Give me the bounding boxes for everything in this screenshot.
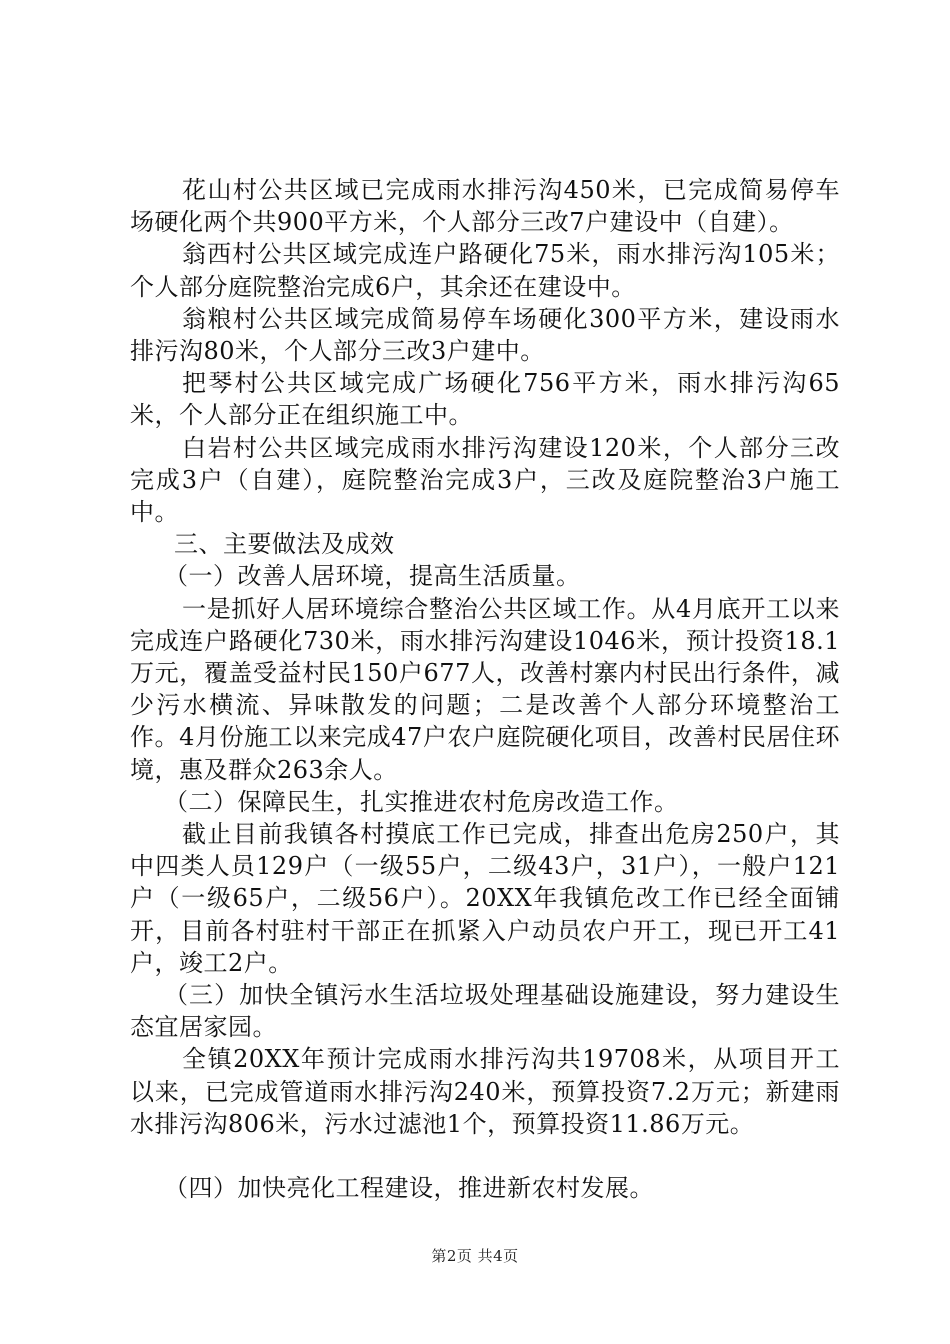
paragraph-baiyan: 白岩村公共区域完成雨水排污沟建设120米，个人部分三改完成3户（自建），庭院整治完成3户，三改及庭院整治3户施工中。 — [130, 433, 840, 527]
paragraph-gap — [130, 1140, 840, 1172]
paragraph-wengliang: 翁粮村公共区域完成简易停车场硬化300平方米，建设雨水排污沟80米，个人部分三改3户建中。 — [130, 304, 840, 366]
document-body — [130, 174, 840, 1204]
paragraph-baqin: 把琴村公共区域完成广场硬化756平方米，雨水排污沟65米，个人部分正在组织施工中。 — [130, 369, 840, 430]
paragraph-wengxi: 翁西村公共区域完成连户路硬化75米，雨水排污沟105米；个人部分庭院整治完成6户，其余还在建设中。 — [130, 240, 840, 301]
page-footer: 第2页 共4页 — [431, 1247, 519, 1265]
section-heading-main-methods: 三、主要做法及成效 — [174, 530, 395, 559]
subheading-living-environment: （一）改善人居环境，提高生活质量。 — [164, 562, 581, 591]
paragraph-sewage-progress: 全镇20XX年预计完成雨水排污沟共19708米，从项目开工以来，已完成管道雨水排污沟240米，预算投资7.2万元；新建雨水排污沟806米，污水过滤池1个，预算投资11.86万元。 — [130, 1045, 840, 1138]
paragraph-huashan: 花山村公共区域已完成雨水排污沟450米，已完成简易停车场硬化两个共900平方米，个人部分三改7户建设中（自建）。 — [130, 176, 840, 237]
subheading-dangerous-housing: （二）保障民生，扎实推进农村危房改造工作。 — [164, 787, 679, 816]
paragraph-housing-survey: 截止目前我镇各村摸底工作已完成，排查出危房250户，其中四类人员129户（一级55户，二级43户，31户），一般户121户（一级65户，二级56户）。20XX年我镇危改工作已经全面铺开，目前各村驻村干部正在抓紧入户动员农户开工，现已开工41户，竣工2户。 — [130, 820, 840, 977]
subheading-lighting-project: （四）加快亮化工程建设，推进新农村发展。 — [164, 1174, 654, 1203]
paragraph-environment-work: 一是抓好人居环境综合整治公共区域工作。从4月底开工以来完成连户路硬化730米，雨水排污沟建设1046米，预计投资18.1万元，覆盖受益村民150户677人，改善村寨内村民出行条件，减少污水横流、异味散发的问题；二是改善个人部分环境整治工作。4月份施工以来完成47户农户庭院硬化项目，改善村民居住环境，惠及群众263余人。 — [130, 594, 840, 784]
subheading-sewage-infrastructure: （三）加快全镇污水生活垃圾处理基础设施建设，努力建设生态宜居家园。 — [130, 981, 840, 1042]
